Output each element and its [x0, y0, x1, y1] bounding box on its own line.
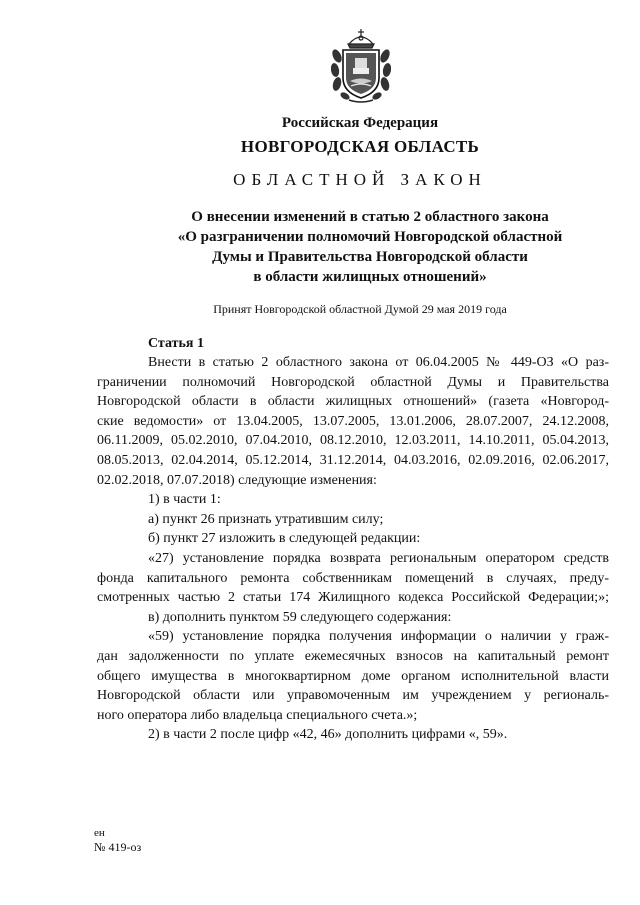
body-line: фонда капитального ремонта собственникам помещений в случаях, преду- [97, 570, 609, 586]
body-line: 02.02.2018, 07.07.2018) следующие изменения: [97, 472, 377, 488]
body-line: «59) установление порядка получения информации о наличии у граж- [148, 629, 609, 645]
body-line: 2) в части 2 после цифр «42, 46» дополнить цифрами «, 59». [148, 727, 508, 743]
law-title-line: Думы и Правительства Новгородской области [212, 249, 528, 265]
law-title-line: «О разграничении полномочий Новгородской областной [177, 229, 563, 245]
region-name: НОВГОРОДСКАЯ ОБЛАСТЬ [240, 137, 480, 156]
body-line: граничении полномочий Новгородской областной Думы и Правительства [97, 374, 609, 390]
law-title [100, 207, 640, 287]
executor-initials: ен [94, 827, 105, 839]
body-line: в) дополнить пунктом 59 следующего содержания: [148, 609, 452, 625]
article-body [97, 353, 609, 745]
body-line: дан задолженности по уплате ежемесячных взносов на капитальный ремонт [97, 648, 609, 664]
body-line: ного оператора либо владельца специального счета.»; [97, 707, 418, 723]
body-line: Внести в статью 2 областного закона от 06.04.2005 № 449-ОЗ «О раз- [148, 355, 609, 370]
body-line: общего имущества в многоквартирном доме органом исполнительной власти [97, 668, 609, 684]
body-line: ские ведомости» от 13.04.2005, 13.07.2005, 13.01.2006, 28.07.2007, 24.12.2008, [97, 413, 609, 429]
body-line: Новгородской области или управомоченным им учреждением у региональ- [97, 688, 609, 704]
law-type: ОБЛАСТНОЙ ЗАКОН [233, 170, 487, 189]
coat-of-arms-emblem [331, 26, 391, 104]
body-line: 08.05.2013, 02.04.2014, 05.12.2014, 31.12.2014, 04.03.2016, 02.09.2016, 02.06.2017, [97, 452, 609, 468]
body-line: б) пункт 27 изложить в следующей редакции: [148, 531, 421, 547]
law-number: № 419-оз [94, 840, 142, 854]
law-title-line: в области жилищных отношений» [253, 269, 487, 285]
country-name: Российская Федерация [281, 115, 439, 131]
body-line: 1) в части 1: [148, 492, 221, 508]
body-line: смотренных частью 2 статьи 174 Жилищного кодекса Российской Федерации;»; [97, 590, 609, 606]
article-heading: Статья 1 [148, 336, 204, 351]
body-line: 06.11.2009, 05.02.2010, 07.04.2010, 08.12.2010, 12.03.2011, 14.10.2011, 05.04.2013, [97, 433, 609, 449]
body-line: «27) установление порядка возврата региональным оператором средств [148, 550, 609, 566]
adoption-note: Принят Новгородской областной Думой 29 мая 2019 года [213, 302, 507, 316]
body-line: Новгородской области в области жилищных отношений» (газета «Новгород- [97, 394, 609, 410]
law-title-line: О внесении изменений в статью 2 областного закона [191, 209, 549, 225]
body-line: а) пункт 26 признать утратившим силу; [148, 511, 384, 527]
